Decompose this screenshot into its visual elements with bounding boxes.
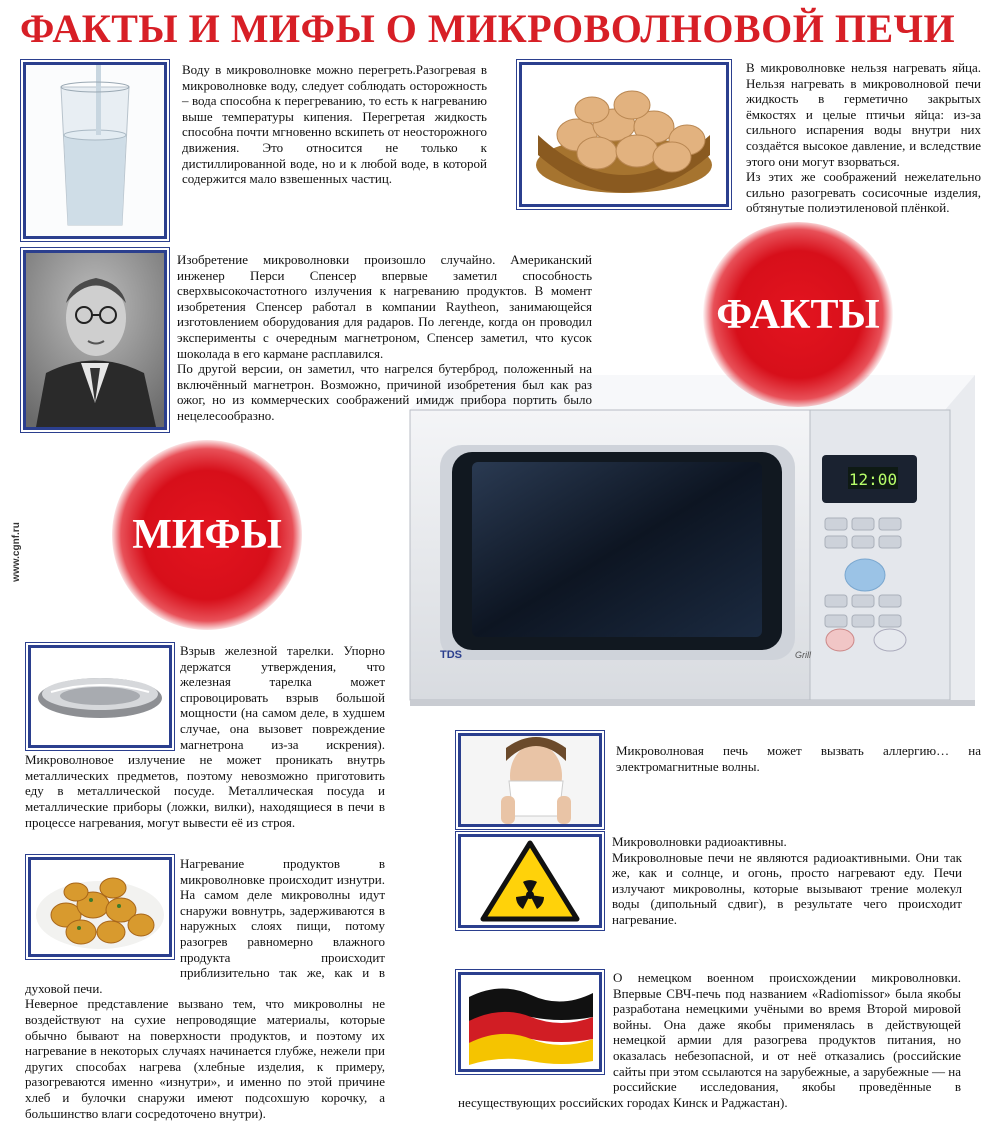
sneezing-person-icon xyxy=(458,733,602,827)
water-text: Воду в микроволновке можно перегреть.Разогревая в микроволновке воду, следует соблюдать осторожность – вода способна к перегреванию, то есть к нагреванию выше температуры кипения. Перегретая жидкость способна почти мгновенно вскипеть от неосторожного движения. Это относится не только к дистиллированной воде, но и к любой воде, в которой содержится мало взвешенных частиц. xyxy=(182,62,487,187)
glass-of-water-icon xyxy=(23,62,167,239)
germany-text: О немецком военном происхождении микроволновки. Впервые СВЧ-печь под названием «Radiomissor» была якобы разработана немецкими учёными во время Второй мировой войны. Она даже якобы применялась в действующей немецкой армии для разогрева продуктов питания, но оказалась небезопасной, и от неё отказались (российские сайты при этом ссылаются на зарубежные, а зарубежные — на российские исследования, якобы проведённые в несуществующих российских городах Кинск и Раджастан). xyxy=(458,970,961,1110)
microwave-display: 12:00 xyxy=(848,470,898,489)
potato-paragraph-1: Нагревание продуктов в микроволновке происходит изнутри. На самом деле микроволны идут снаружи вовнутрь, задерживаются в наружных слоях пищи, потому разогрев равномерно влажного продукта происходит приблизительно так же, как и в духовой печи. xyxy=(25,856,385,996)
potato-paragraph-2: Неверное представление вызвано тем, что микроволны не воздействуют на сухие непроводящие материалы, которые обычно бывают на поверхности продуктов, и поэтому их нагревание в некоторых случаях начинается глубже, нежели при других способах нагрева (хлебные изделия, к примеру, разогреваются именно «изнутри», и именно по этой причине хлеб и булочки снаружи имеют подсохшую корочку, а большинство влаги сосредоточено внутри). xyxy=(25,996,385,1121)
eggs-text xyxy=(746,60,981,216)
page-title: ФАКТЫ И МИФЫ О МИКРОВОЛНОВОЙ ПЕЧИ xyxy=(20,6,956,51)
eggs-paragraph-2: Из этих же соображений нежелательно сильно разогревать сосисочные изделия, обтянутые полиэтиленовой плёнкой. xyxy=(746,169,981,216)
radio-paragraph-2: Микроволновые печи не являются радиоактивными. Они так же, как и солнце, и огонь, просто нагревают еду. Печи излучают микроволны, которые вызывают трение молекул воды (дипольный сдвиг), в результате чего происходит нагревание. xyxy=(612,849,962,927)
microwave-brand: TDS xyxy=(440,649,462,661)
microwave-model: Grill xyxy=(795,650,811,660)
radio-text xyxy=(612,834,962,928)
eggs-paragraph-1: В микроволновке нельзя нагревать яйца. Нельзя нагревать в микроволновой печи жидкость в герметично закрытых ёмкостях и целые птичьи яйца: из-за сильного испарения воды внутри них создаётся высокое давление, и вследствие этого они могут взорваться. xyxy=(746,60,981,169)
radiation-warning-sign-icon xyxy=(458,834,602,928)
allergy-text: Микроволновая печь может вызвать аллергию… на электромагнитные волны. xyxy=(616,743,981,774)
potato-text xyxy=(25,856,385,1121)
myths-badge: МИФЫ xyxy=(112,440,302,630)
spencer-text xyxy=(177,252,592,424)
spencer-paragraph-2: По другой версии, он заметил, что нагрелся бутерброд, положенный на включённый магнетрон. Возможно, причиной изобретения был как раз ожог, но из коммерческих соображений имидж прибора портить было нецелесообразно. xyxy=(177,361,592,423)
portrait-photo-icon xyxy=(23,250,167,430)
site-url: www.cgnf.ru xyxy=(11,522,22,582)
egg-basket-icon xyxy=(519,62,729,207)
plate-text: Взрыв железной тарелки. Упорно держатся утверждения, что железная тарелка может спровоцировать взрыв большой мощности (на самом деле, в худшем случае, она вызовет повреждение магнетрона из-за искрения). Микроволновое излучение не может проникать внутрь металлических предметов, поэтому невозможно приготовить еду в металлической посуде. Металлическая посуда и металлические приборы (ложки, вилки), находящиеся в печи в процессе нагревания, могут вывести её из строя. xyxy=(25,643,385,830)
radio-paragraph-1: Микроволновки радиоактивны. xyxy=(612,834,787,849)
facts-badge: ФАКТЫ xyxy=(703,222,893,407)
spencer-paragraph-1: Изобретение микроволновки произошло случайно. Американский инженер Перси Спенсер впервые заметил способность сверхвысокочастотного излучения к нагреванию продуктов. В момент изобретения Спенсер работал в компании Raytheon, занимающейся изготовлением оборудования для радаров. По легенде, когда он проводил эксперименты с очередным магнетроном, Спенсер заметил, что кусок шоколада в его кармане расплавился. xyxy=(177,252,592,361)
